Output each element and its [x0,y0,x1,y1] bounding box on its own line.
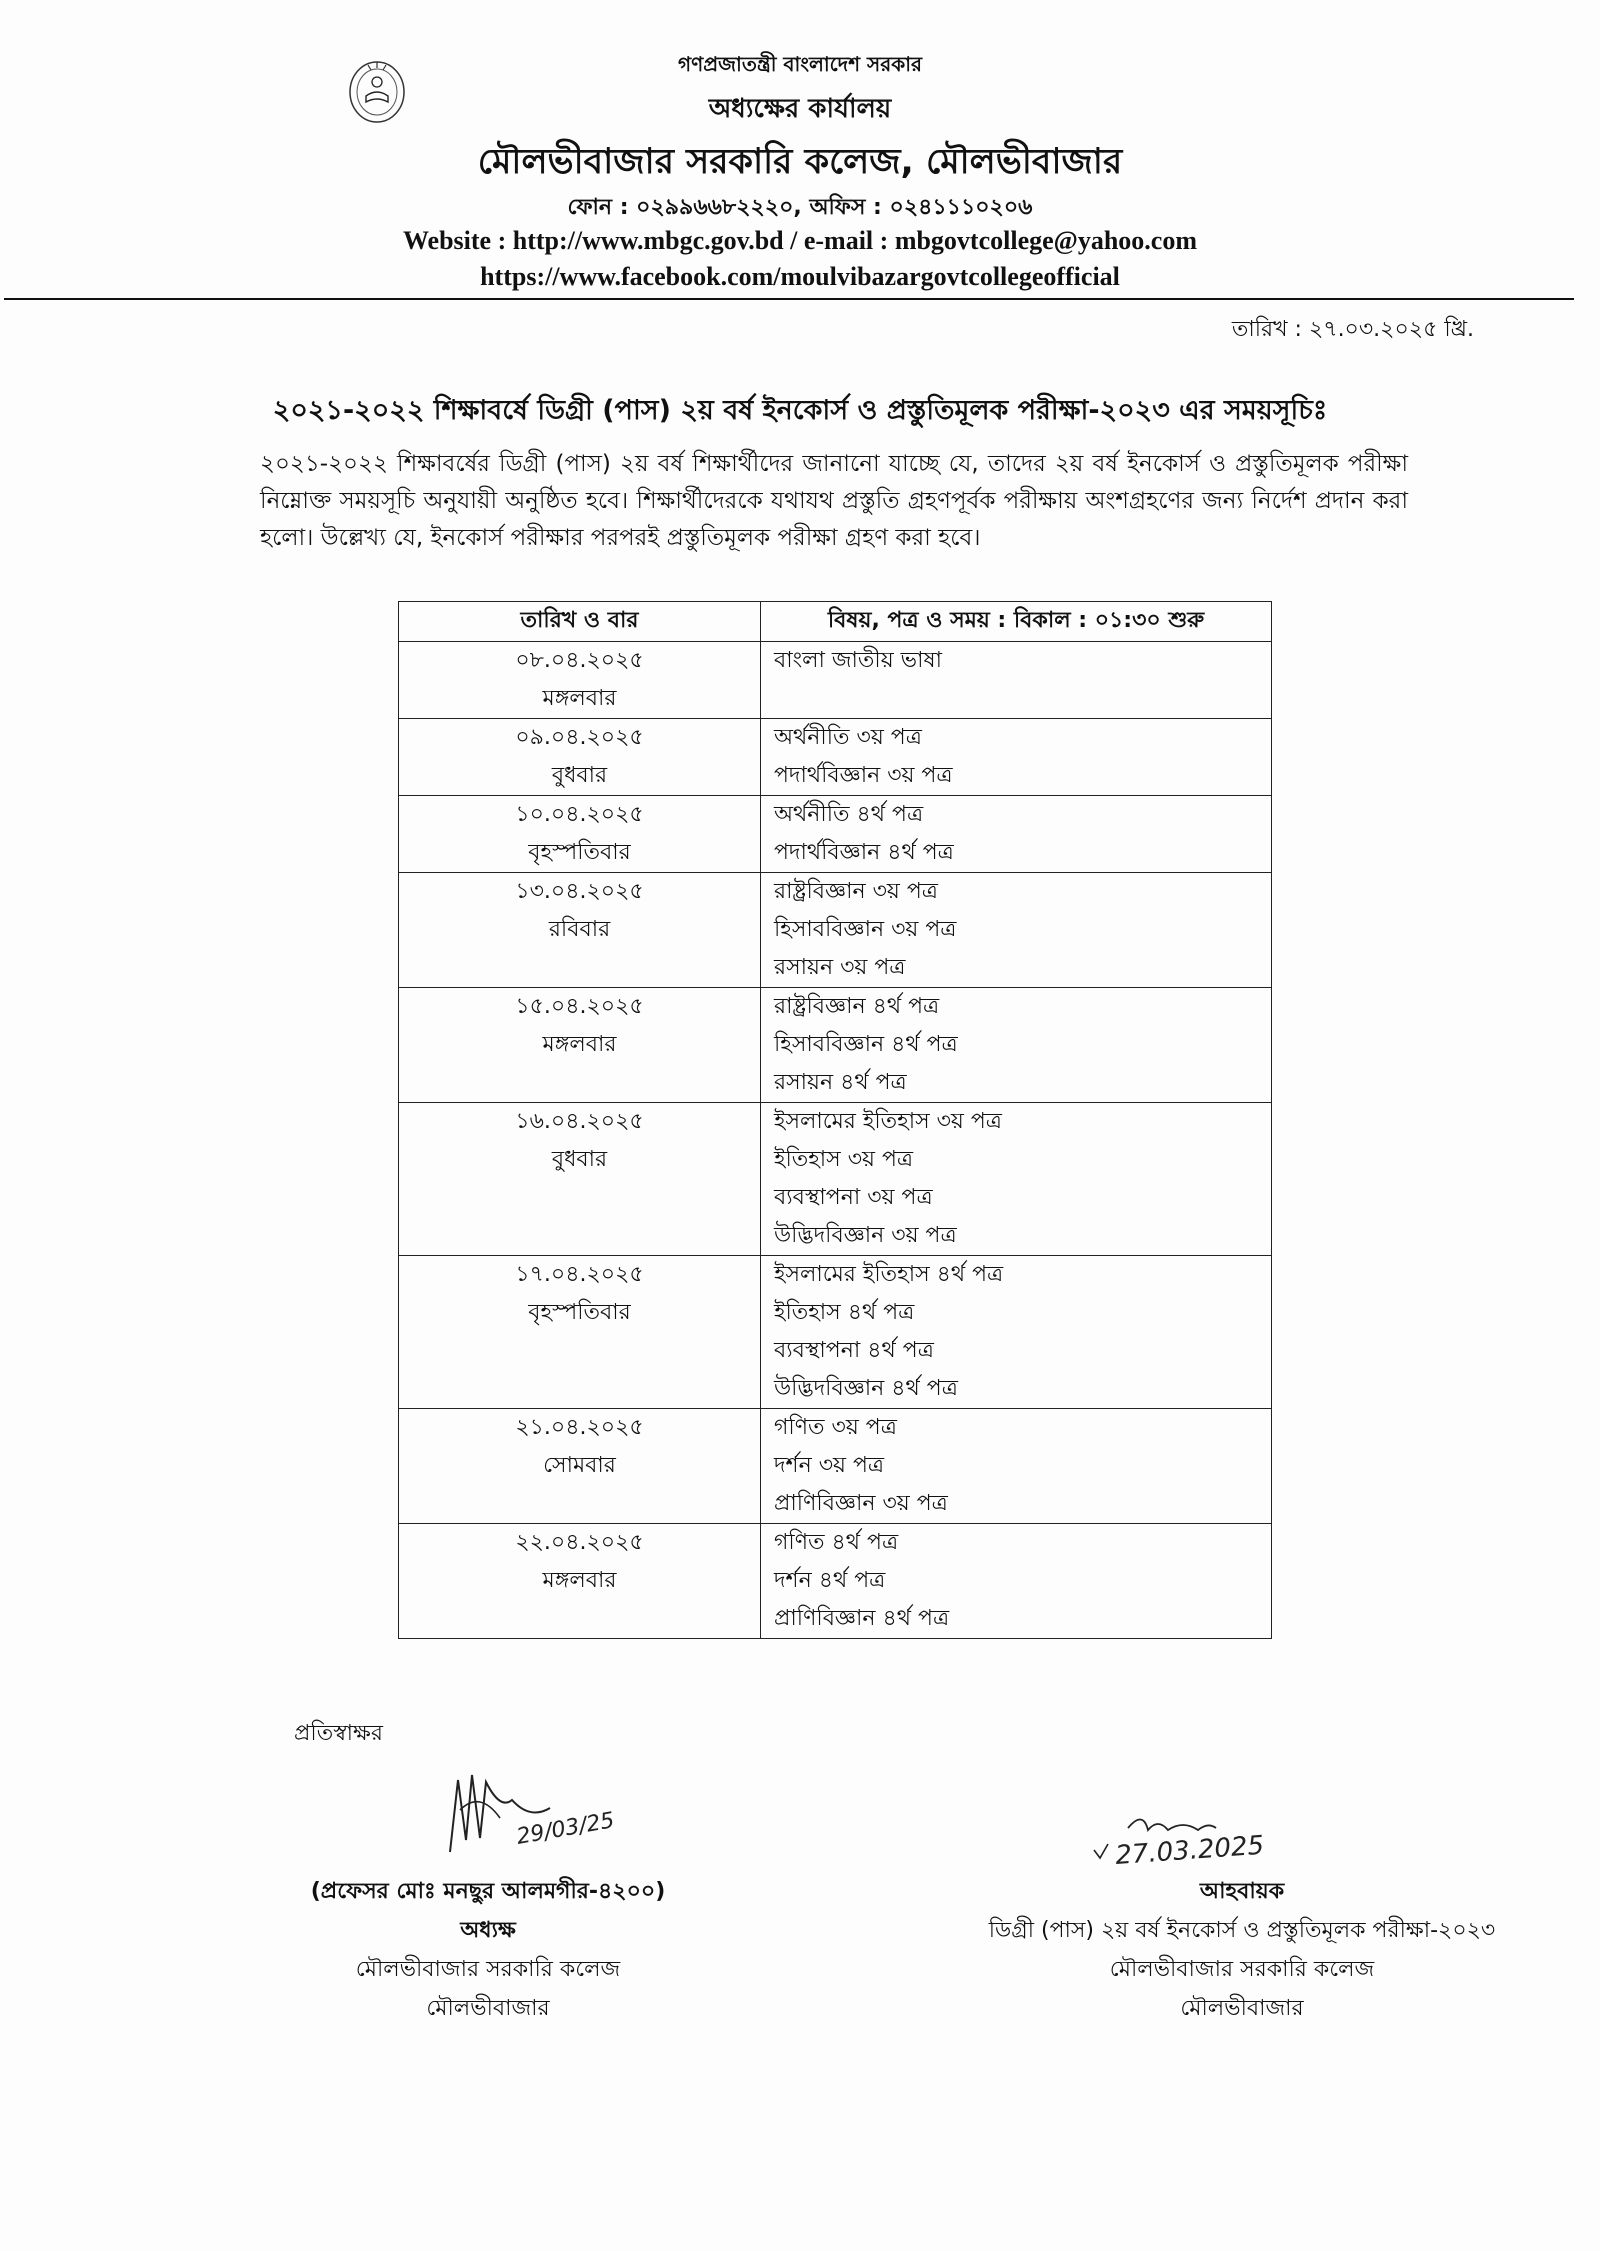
principal-college: মৌলভীবাজার সরকারি কলেজ [355,1957,621,1982]
subject-cell [761,988,1272,1103]
subject-line: গণিত ৪র্থ পত্র [774,1530,899,1555]
exam-date: ২১.০৪.২০২৫ [515,1415,644,1440]
subject-cell [761,642,1272,719]
principal-name: (প্রফেসর মোঃ মনছুর আলমগীর-৪২০০) [310,1879,666,1904]
document-date: তারিখ : ২৭.০৩.২০২৫ খ্রি. [1231,317,1474,342]
exam-day: মঙ্গলবার [542,686,617,711]
subject-line: ব্যবস্থাপনা ৩য় পত্র [774,1185,933,1210]
subject-line: হিসাববিজ্ঞান ৩য় পত্র [774,917,957,942]
exam-day: রবিবার [548,917,611,942]
subject-cell [761,1524,1272,1639]
subject-line: ইতিহাস ৩য় পত্র [774,1147,914,1172]
date-cell [399,796,761,873]
college-heading: মৌলভীবাজার সরকারি কলেজ, মৌলভীবাজার [477,142,1123,182]
exam-date: ০৮.০৪.২০২৫ [515,648,644,673]
office-heading: অধ্যক্ষের কার্যালয় [708,94,892,124]
exam-date: ০৯.০৪.২০২৫ [515,725,644,750]
table-row [399,1103,1272,1256]
subject-line: বাংলা জাতীয় ভাষা [774,648,942,673]
schedule-body [399,642,1272,1639]
subject-cell [761,719,1272,796]
table-row [399,988,1272,1103]
subject-line: রসায়ন ৪র্থ পত্র [774,1070,907,1095]
phone-line: ফোন : ০২৯৯৬৬৮২২২০, অফিস : ০২৪১১১০২০৬ [567,195,1033,220]
column-header-subject: বিষয়, পত্র ও সময় : বিকাল : ০১:৩০ শুরু [761,602,1272,642]
subject-line: প্রাণিবিজ্ঞান ৩য় পত্র [774,1491,948,1516]
date-cell [399,1103,761,1256]
subject-line: উদ্ভিদবিজ্ঞান ৩য় পত্র [774,1223,957,1248]
website-email-line: Website : http://www.mbgc.gov.bd / e-mail : mbgovtcollege@yahoo.com [402,226,1197,255]
notice-title: ২০২১-২০২২ শিক্ষাবর্ষে ডিগ্রী (পাস) ২য় বর্ষ ইনকোর্স ও প্রস্তুতিমূলক পরীক্ষা-২০২৩ এর সময়সূচিঃ [272,395,1328,426]
subject-line: ইতিহাস ৪র্থ পত্র [774,1300,915,1325]
date-cell [399,1524,761,1639]
exam-day: বৃহস্পতিবার [528,1300,631,1325]
subject-cell [761,1256,1272,1409]
exam-day: মঙ্গলবার [542,1032,617,1057]
convener-block [842,1872,1600,2028]
subject-line: প্রাণিবিজ্ঞান ৪র্থ পত্র [774,1606,950,1631]
government-heading: গণপ্রজাতন্ত্রী বাংলাদেশ সরকার [678,52,922,76]
subject-cell [761,796,1272,873]
convener-college: মৌলভীবাজার সরকারি কলেজ [1109,1957,1375,1982]
countersign-label: প্রতিস্বাক্ষর [294,1721,383,1746]
principal-signature-date: 29/03/25 [514,1808,617,1850]
subject-line: রাষ্ট্রবিজ্ঞান ৩য় পত্র [774,879,938,904]
subject-line: ইসলামের ইতিহাস ৪র্থ পত্র [774,1262,1004,1287]
subject-cell [761,873,1272,988]
exam-date: ১০.০৪.২০২৫ [515,802,644,827]
subject-line: দর্শন ৪র্থ পত্র [774,1568,886,1593]
exam-date: ১৬.০৪.২০২৫ [515,1109,644,1134]
table-row [399,719,1272,796]
exam-schedule-table [398,601,1272,1639]
table-row [399,796,1272,873]
date-cell [399,642,761,719]
subject-line: হিসাববিজ্ঞান ৪র্থ পত্র [774,1032,958,1057]
subject-line: ইসলামের ইতিহাস ৩য় পত্র [774,1109,1002,1134]
date-cell [399,988,761,1103]
subject-line [774,680,1271,718]
date-cell [399,1409,761,1524]
subject-line: পদার্থবিজ্ঞান ৪র্থ পত্র [774,840,954,865]
convener-designation: আহবায়ক [1199,1879,1285,1904]
date-cell [399,1256,761,1409]
table-row [399,1256,1272,1409]
column-header-date: তারিখ ও বার [399,602,761,642]
table-row [399,642,1272,719]
table-header-row [399,602,1272,642]
exam-day: বুধবার [551,1147,608,1172]
exam-date: ১৩.০৪.২০২৫ [515,879,644,904]
exam-day: সোমবার [543,1453,616,1478]
notice-paragraph: ২০২১-২০২২ শিক্ষাবর্ষের ডিগ্রী (পাস) ২য় বর্ষ শিক্ষার্থীদের জানানো যাচ্ছে যে, তাদের ২য় বর্ষ ইনকোর্স ও প্রস্তুতিমূলক পরীক্ষা নিম্নোক্ত সময়সূচি অনুযায়ী অনুষ্ঠিত হবে। শিক্ষার্থীদেরকে যথাযথ প্রস্তুতি গ্রহণপূর্বক পরীক্ষায় অংশগ্রহণের জন্য নির্দেশ প্রদান করা হলো। উল্লেখ্য যে, ইনকোর্স পরীক্ষার পরপরই প্রস্তুতিমূলক পরীক্ষা গ্রহণ করা হবে। [260,451,1408,551]
subject-cell [761,1103,1272,1256]
subject-line: রাষ্ট্রবিজ্ঞান ৪র্থ পত্র [774,994,940,1019]
subject-line: উদ্ভিদবিজ্ঞান ৪র্থ পত্র [774,1376,958,1401]
subject-line: অর্থনীতি ৩য় পত্র [774,725,922,750]
date-cell [399,719,761,796]
convener-place: মৌলভীবাজার [1180,1996,1304,2021]
convener-signature [1088,1808,1348,1878]
subject-line: গণিত ৩য় পত্র [774,1415,897,1440]
header-divider [4,298,1574,300]
facebook-line: https://www.facebook.com/moulvibazargovtcollegeofficial [480,262,1120,291]
principal-block [268,1872,708,2028]
exam-date: ১৭.০৪.২০২৫ [515,1262,644,1287]
exam-day: বৃহস্পতিবার [528,840,631,865]
convener-committee: ডিগ্রী (পাস) ২য় বর্ষ ইনকোর্স ও প্রস্তুতিমূলক পরীক্ষা-২০২৩ [988,1918,1496,1943]
convener-signature-date: 27.03.2025 [1114,1830,1266,1871]
subject-line: পদার্থবিজ্ঞান ৩য় পত্র [774,763,953,788]
exam-day: মঙ্গলবার [542,1568,617,1593]
subject-line: রসায়ন ৩য় পত্র [774,955,906,980]
subject-line: দর্শন ৩য় পত্র [774,1453,885,1478]
table-row [399,873,1272,988]
table-row [399,1524,1272,1639]
exam-date: ২২.০৪.২০২৫ [515,1530,644,1555]
principal-designation: অধ্যক্ষ [460,1918,516,1943]
table-row [399,1409,1272,1524]
subject-line: অর্থনীতি ৪র্থ পত্র [774,802,924,827]
exam-date: ১৫.০৪.২০২৫ [515,994,644,1019]
principal-signature [440,1760,620,1870]
subject-line: ব্যবস্থাপনা ৪র্থ পত্র [774,1338,934,1363]
exam-day: বুধবার [551,763,608,788]
date-cell [399,873,761,988]
principal-place: মৌলভীবাজার [426,1996,550,2021]
subject-cell [761,1409,1272,1524]
